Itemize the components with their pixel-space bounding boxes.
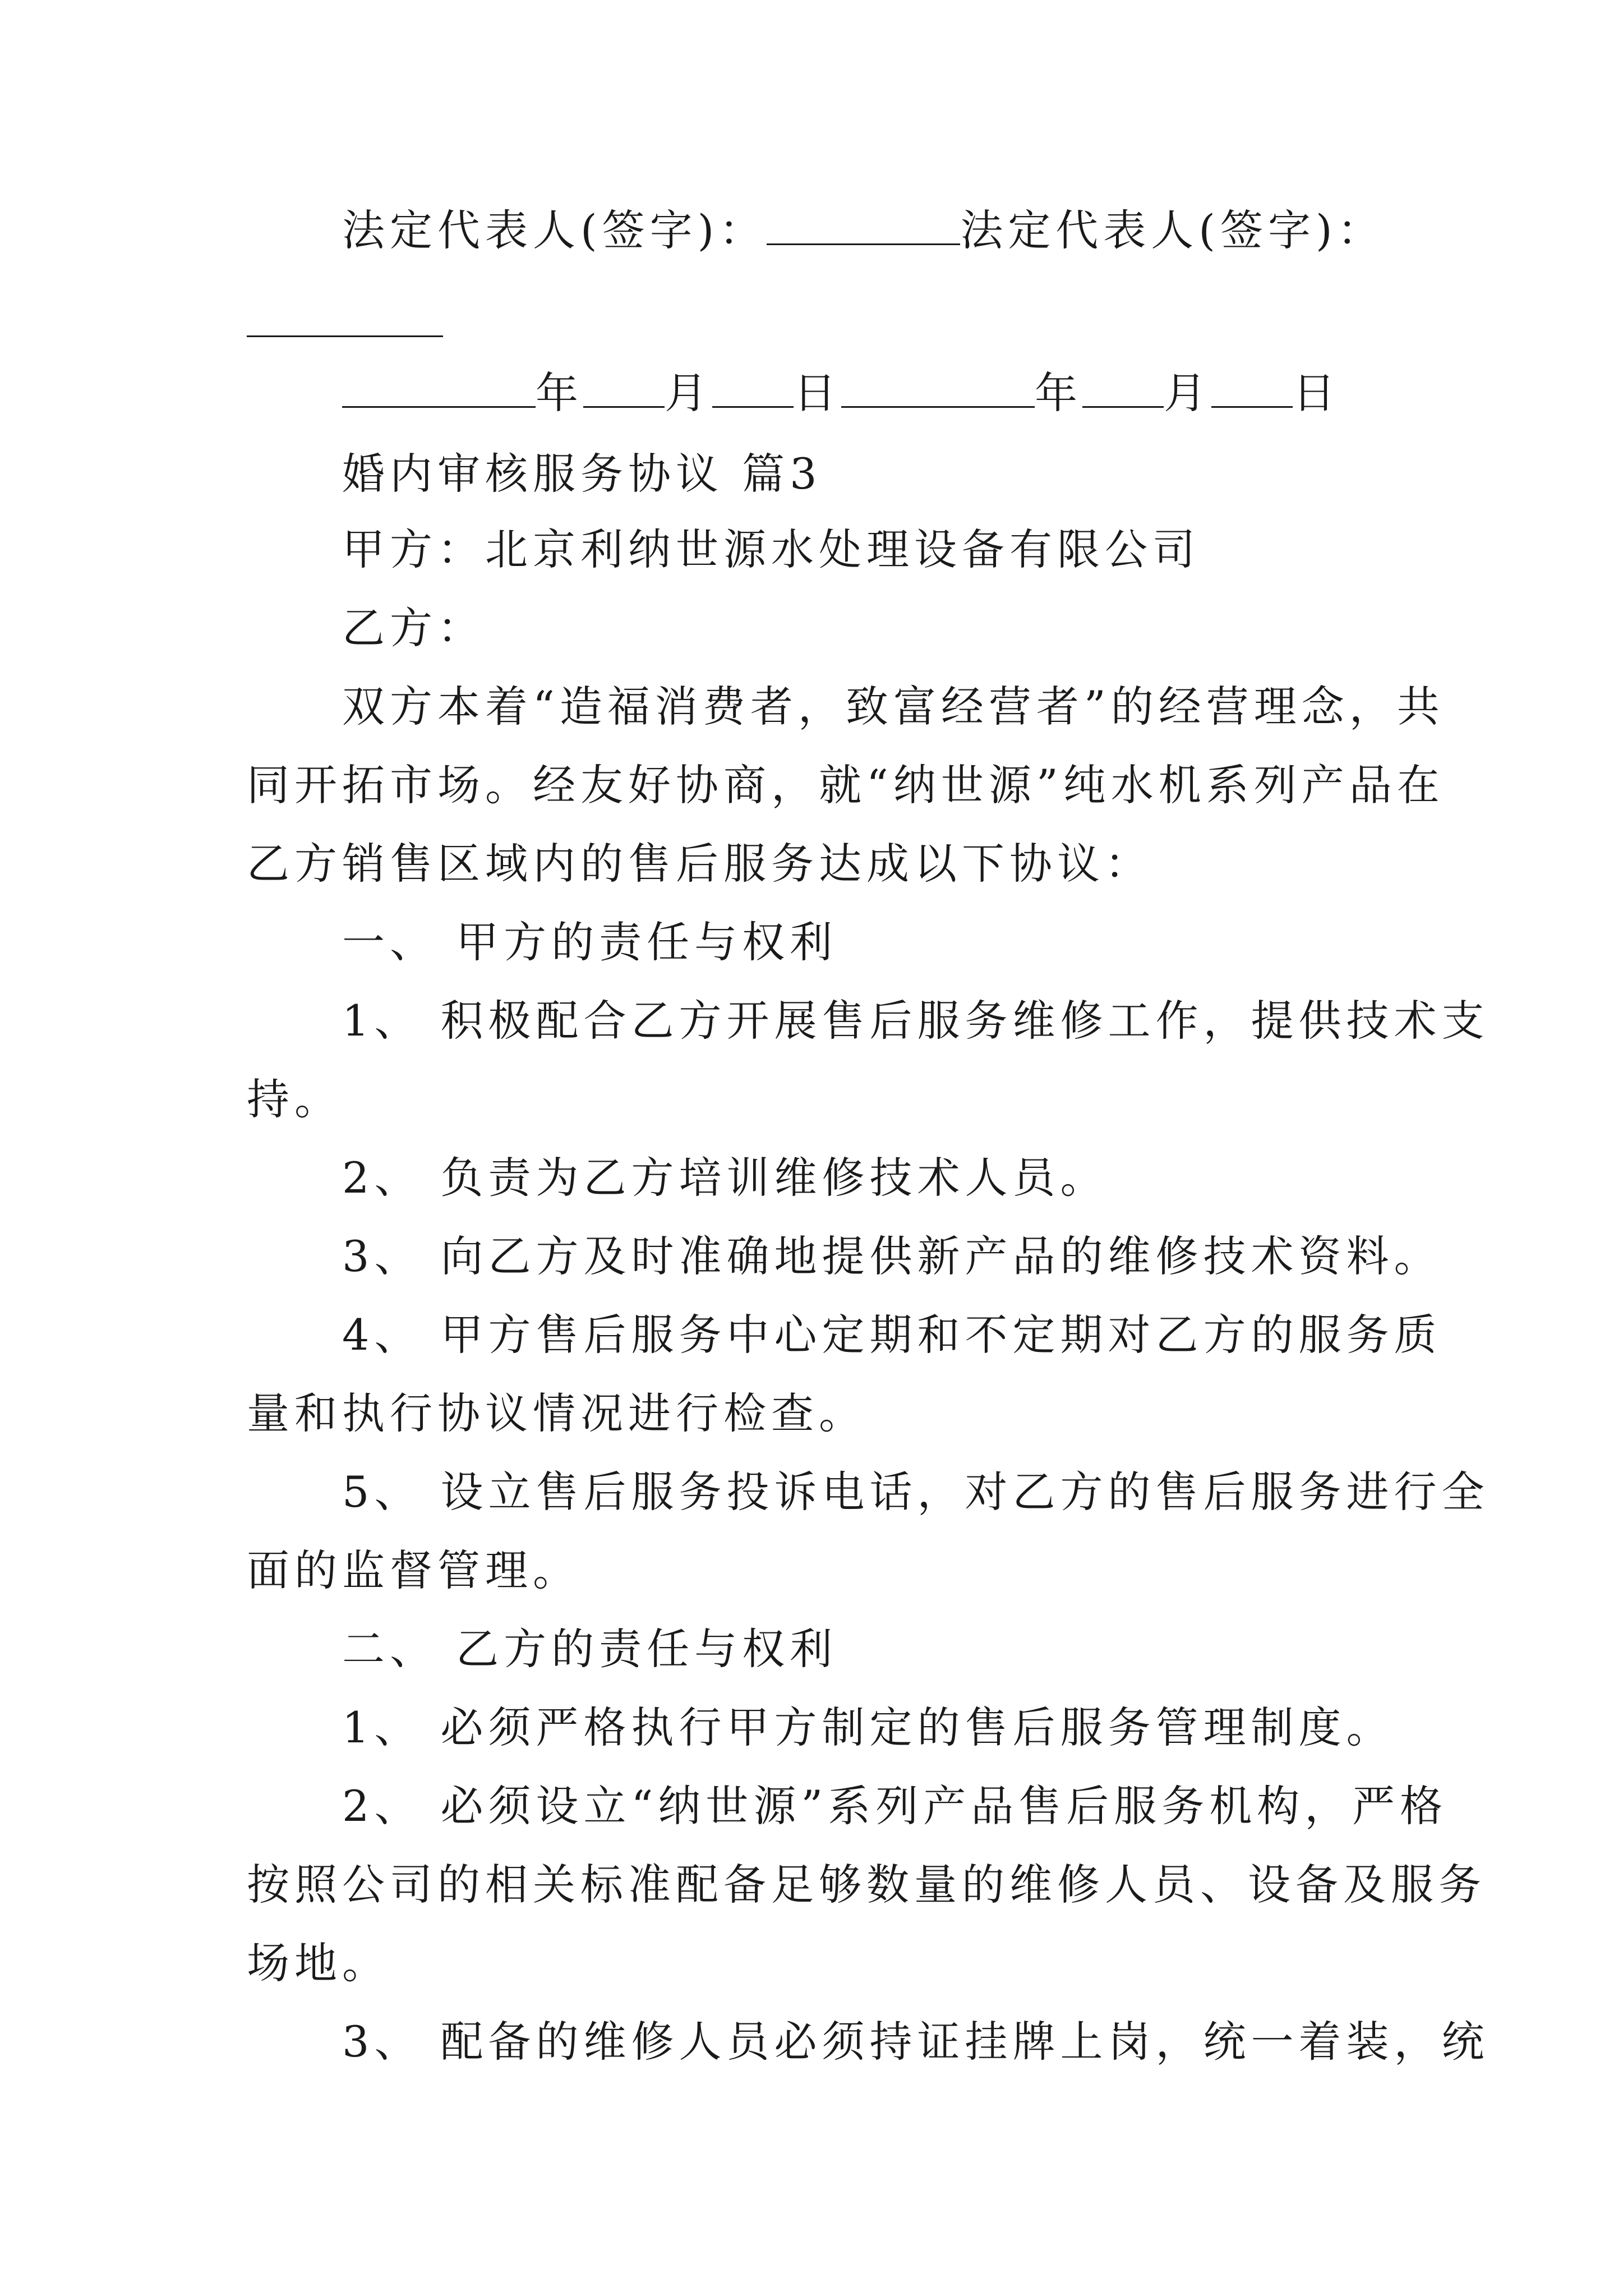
year-blank-left	[342, 365, 536, 408]
signature-blank-right	[247, 335, 443, 337]
day-label-right: 日	[1293, 368, 1340, 418]
intro-line-2: 同开拓市场。经友好协商，就“纳世源”纯水机系列产品在	[247, 760, 1445, 810]
document-title: 婚内审核服务协议 篇3	[342, 449, 822, 499]
section-1-heading: 一、 甲方的责任与权利	[342, 917, 838, 967]
signature-label-left: 法定代表人(签字)：	[342, 205, 767, 255]
clause-a1-line-2: 持。	[247, 1074, 342, 1124]
month-label-right: 月	[1164, 368, 1211, 418]
month-label-left: 月	[665, 368, 712, 418]
clause-a5-line-2: 面的监督管理。	[247, 1545, 580, 1595]
clause-b1: 1、 必须严格执行甲方制定的售后服务管理制度。	[342, 1703, 1394, 1752]
clause-a5-line-1: 5、 设立售后服务投诉电话，对乙方的售后服务进行全	[342, 1467, 1490, 1517]
month-blank-left	[583, 365, 665, 408]
day-label-left: 日	[794, 368, 841, 418]
signature-label-right: 法定代表人(签字)：	[960, 205, 1385, 255]
intro-line-1: 双方本着“造福消费者，致富经营者”的经营理念，共	[342, 682, 1445, 731]
section-2-heading: 二、 乙方的责任与权利	[342, 1624, 838, 1674]
date-line	[342, 365, 1408, 421]
signature-blank-left	[767, 202, 960, 245]
month-blank-right	[1082, 365, 1164, 408]
year-label-left: 年	[536, 368, 583, 418]
clause-a1-line-1: 1、 积极配合乙方开展售后服务维修工作，提供技术支	[342, 996, 1490, 1046]
clause-a4-line-2: 量和执行协议情况进行检查。	[247, 1388, 866, 1438]
year-blank-right	[841, 365, 1035, 408]
day-blank-right	[1211, 365, 1293, 408]
party-a-line: 甲方：北京利纳世源水处理设备有限公司	[342, 524, 1200, 574]
clause-b3-line-1: 3、 配备的维修人员必须持证挂牌上岗，统一着装，统	[342, 2017, 1490, 2067]
signature-line	[342, 202, 1408, 259]
year-label-right: 年	[1035, 368, 1082, 418]
day-blank-left	[712, 365, 794, 408]
clause-a4-line-1: 4、 甲方售后服务中心定期和不定期对乙方的服务质	[342, 1310, 1442, 1360]
clause-a3: 3、 向乙方及时准确地提供新产品的维修技术资料。	[342, 1231, 1442, 1281]
party-b-line: 乙方：	[342, 603, 485, 653]
clause-b2-line-3: 场地。	[247, 1938, 390, 1988]
clause-b2-line-1: 2、 必须设立“纳世源”系列产品售后服务机构，严格	[342, 1781, 1448, 1831]
clause-b2-line-2: 按照公司的相关标准配备足够数量的维修人员、设备及服务	[247, 1860, 1486, 1910]
intro-line-3: 乙方销售区域内的售后服务达成以下协议：	[247, 839, 1152, 889]
clause-a2: 2、 负责为乙方培训维修技术人员。	[342, 1153, 1108, 1203]
